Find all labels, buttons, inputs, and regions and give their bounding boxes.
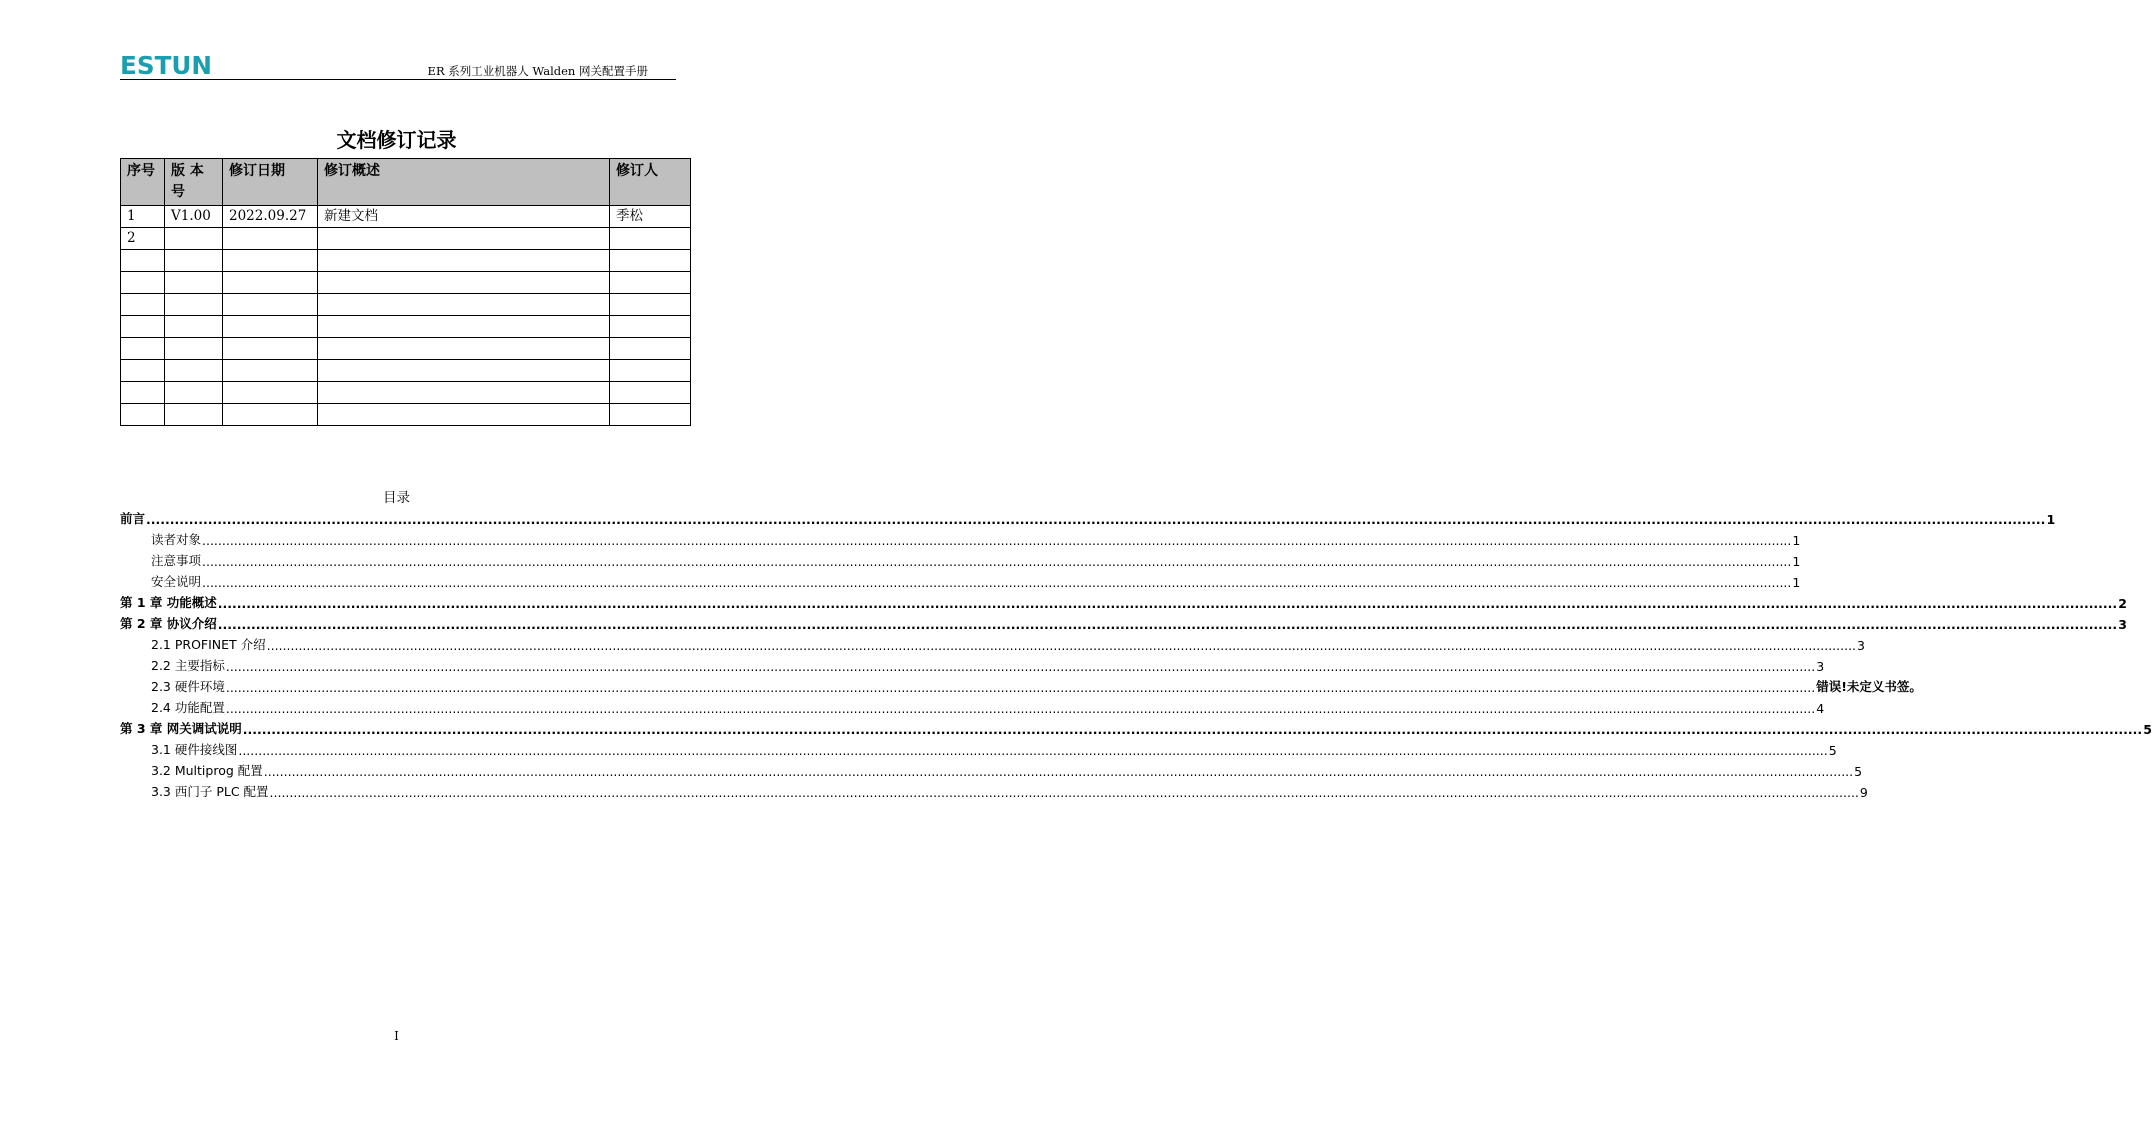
toc-entry[interactable] (120, 737, 1837, 758)
doc-title: 文档修订记录 (336, 128, 457, 152)
toc-entry-title: 2.1 PROFINET 介绍 (151, 637, 266, 652)
toc-leader-dots: ................................................................................................................................................................................................................................................................................................................................................................................................................ (225, 680, 1816, 695)
table-row (121, 404, 691, 426)
toc-entry-page: 2 (2118, 596, 2127, 611)
col-header-summary: 修订概述 (318, 159, 610, 206)
toc-entry-page: 1 (1792, 554, 1801, 569)
toc-entry[interactable] (120, 779, 1868, 800)
cell-reviser (610, 272, 691, 294)
estun-logo (120, 51, 212, 80)
toc-entry[interactable] (120, 548, 1801, 569)
table-row (121, 250, 691, 272)
toc-entry[interactable] (120, 716, 2152, 737)
table-row (121, 338, 691, 360)
toc-heading: 目录 (383, 490, 410, 506)
toc-entry-page: 3 (2118, 617, 2127, 632)
toc-entry-title: 3.1 硬件接线图 (151, 742, 238, 757)
toc-entry-page: 1 (1792, 575, 1801, 590)
cell-date (223, 360, 318, 382)
toc-entry-page: 9 (1859, 785, 1868, 800)
cell-reviser (610, 404, 691, 426)
table-of-contents (120, 506, 2152, 800)
toc-entry-page: 1 (1792, 533, 1801, 548)
toc-entry-title: 3.3 西门子 PLC 配置 (151, 784, 269, 799)
cell-version (165, 272, 223, 294)
table-row (121, 228, 691, 250)
toc-entry[interactable] (120, 611, 2127, 632)
cell-seq (121, 316, 165, 338)
cell-version (165, 294, 223, 316)
cell-reviser: 季松 (610, 206, 691, 228)
cell-summary (318, 228, 610, 250)
toc-leader-dots: ................................................................................................................................................................................................................................................................................................................................................................................................................ (225, 659, 1816, 674)
revision-table-header (121, 159, 691, 206)
cell-summary (318, 294, 610, 316)
toc-entry[interactable] (120, 695, 1825, 716)
toc-leader-dots: ................................................................................................................................................................................................................................................................................................................................................................................................................ (242, 722, 2143, 737)
cell-version (165, 360, 223, 382)
cell-version: V1.00 (165, 206, 223, 228)
cell-date (223, 404, 318, 426)
cell-date (223, 338, 318, 360)
toc-entry[interactable] (120, 506, 2056, 527)
cell-date (223, 382, 318, 404)
cell-seq (121, 294, 165, 316)
cell-date: 2022.09.27 (223, 206, 318, 228)
toc-leader-dots: ................................................................................................................................................................................................................................................................................................................................................................................................................ (225, 701, 1816, 716)
cell-seq (121, 250, 165, 272)
toc-entry[interactable] (120, 527, 1801, 548)
toc-entry-title: 2.4 功能配置 (151, 700, 225, 715)
table-row (121, 382, 691, 404)
table-row (121, 316, 691, 338)
cell-seq (121, 382, 165, 404)
cell-reviser (610, 382, 691, 404)
logo-text: ESTUN (120, 51, 212, 80)
toc-entry-title: 第 1 章 功能概述 (120, 595, 217, 610)
toc-entry-title: 注意事项 (151, 553, 202, 568)
col-header-reviser: 修订人 (610, 159, 691, 206)
toc-entry-page: 5 (1854, 764, 1863, 779)
toc-entry-page: 5 (2143, 722, 2152, 737)
cell-reviser (610, 250, 691, 272)
toc-leader-dots: ................................................................................................................................................................................................................................................................................................................................................................................................................ (238, 743, 1828, 758)
cell-reviser (610, 360, 691, 382)
toc-leader-dots: ................................................................................................................................................................................................................................................................................................................................................................................................................ (202, 533, 1792, 548)
toc-entry-title: 安全说明 (151, 574, 202, 589)
toc-entry[interactable] (120, 590, 2127, 611)
toc-entry-title: 2.3 硬件环境 (151, 679, 225, 694)
toc-entry-title: 前言 (120, 511, 146, 526)
toc-leader-dots: ................................................................................................................................................................................................................................................................................................................................................................................................................ (217, 617, 2118, 632)
toc-entry-page: 5 (1828, 743, 1837, 758)
toc-entry[interactable] (120, 569, 1801, 590)
cell-reviser (610, 338, 691, 360)
table-row (121, 206, 691, 228)
toc-entry-page: 1 (2046, 512, 2056, 527)
toc-entry[interactable] (120, 758, 1863, 779)
toc-entry[interactable] (120, 653, 1825, 674)
cell-reviser (610, 228, 691, 250)
cell-summary (318, 272, 610, 294)
cell-date (223, 250, 318, 272)
cell-summary (318, 338, 610, 360)
toc-leader-dots: ................................................................................................................................................................................................................................................................................................................................................................................................................ (269, 785, 1859, 800)
toc-entry-title: 3.2 Multiprog 配置 (151, 763, 263, 778)
cell-date (223, 272, 318, 294)
cell-summary (318, 382, 610, 404)
cell-date (223, 316, 318, 338)
cell-date (223, 294, 318, 316)
page-number: I (394, 1029, 399, 1043)
cell-seq: 1 (121, 206, 165, 228)
cell-version (165, 250, 223, 272)
header-rule (120, 79, 676, 80)
cell-summary (318, 250, 610, 272)
cell-version (165, 316, 223, 338)
toc-entry-title: 读者对象 (151, 532, 202, 547)
toc-leader-dots: ................................................................................................................................................................................................................................................................................................................................................................................................................ (263, 764, 1854, 779)
toc-entry-title: 第 2 章 协议介绍 (120, 616, 217, 631)
cell-seq (121, 360, 165, 382)
col-header-date: 修订日期 (223, 159, 318, 206)
toc-entry-title: 2.2 主要指标 (151, 658, 225, 673)
toc-entry[interactable] (120, 674, 1922, 695)
toc-entry-page: 3 (1816, 659, 1825, 674)
cell-version (165, 382, 223, 404)
toc-leader-dots: ................................................................................................................................................................................................................................................................................................................................................................................................................ (217, 596, 2118, 611)
cell-date (223, 228, 318, 250)
cell-summary (318, 404, 610, 426)
cell-seq (121, 404, 165, 426)
revision-table (120, 158, 691, 426)
cell-summary: 新建文档 (318, 206, 610, 228)
cell-version (165, 338, 223, 360)
toc-entry-title: 第 3 章 网关调试说明 (120, 721, 242, 736)
toc-leader-dots: ................................................................................................................................................................................................................................................................................................................................................................................................................ (266, 638, 1857, 653)
table-row (121, 360, 691, 382)
cell-reviser (610, 316, 691, 338)
header-title: ER 系列工业机器人 Walden 网关配置手册 (427, 64, 648, 78)
col-header-seq: 序号 (121, 159, 165, 206)
toc-leader-dots: ................................................................................................................................................................................................................................................................................................................................................................................................................ (202, 554, 1792, 569)
toc-entry-page: 3 (1857, 638, 1865, 653)
toc-entry-page: 错误!未定义书签。 (1816, 679, 1922, 694)
cell-seq (121, 272, 165, 294)
cell-version (165, 404, 223, 426)
col-header-version: 版 本号 (165, 159, 223, 206)
cell-seq (121, 338, 165, 360)
cell-summary (318, 316, 610, 338)
toc-leader-dots: ................................................................................................................................................................................................................................................................................................................................................................................................................ (202, 575, 1792, 590)
cell-seq: 2 (121, 228, 165, 250)
table-row (121, 294, 691, 316)
toc-entry-page: 4 (1816, 701, 1825, 716)
table-row (121, 272, 691, 294)
cell-summary (318, 360, 610, 382)
cell-version (165, 228, 223, 250)
toc-leader-dots: ................................................................................................................................................................................................................................................................................................................................................................................................................ (146, 512, 2046, 527)
cell-reviser (610, 294, 691, 316)
toc-entry[interactable] (120, 632, 1865, 653)
